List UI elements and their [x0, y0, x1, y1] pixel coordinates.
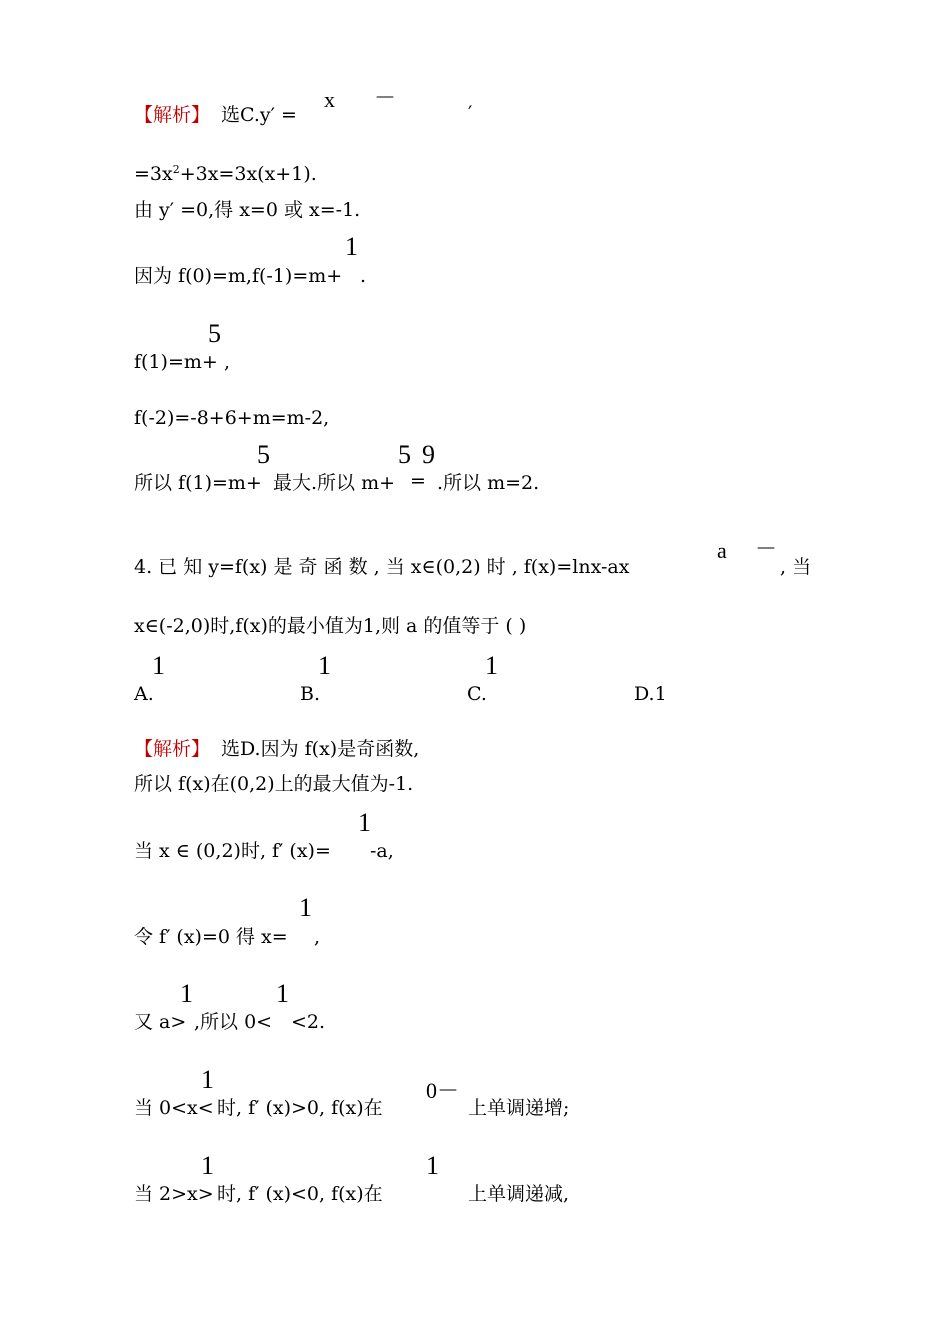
sol4-line7a: 当 2>x> — [134, 1183, 214, 1205]
sol4-line5a: 又 a> — [134, 1011, 187, 1033]
q4-fraction-minus: － — [755, 536, 778, 561]
sol3-fraction-minus: － — [374, 85, 397, 110]
sol4-line4-numerator: 1 — [299, 893, 312, 922]
option-c: C. — [467, 683, 487, 705]
sol3-line4-numerator: 1 — [345, 232, 358, 261]
sol3-line7c: .所以 m=2. — [437, 472, 540, 494]
sol4-line3-end: -a, — [370, 840, 394, 862]
sol3-line3: 由 y′ =0,得 x=0 或 x=-1. — [134, 199, 361, 221]
sol3-line4: 因为 f(0)=m,f(-1)=m+ — [134, 265, 343, 287]
sol3-line4-end: . — [360, 265, 367, 287]
sol4-line6b: 时, f′ (x)>0, f(x)在 — [217, 1097, 383, 1119]
option-b-numerator: 1 — [318, 651, 331, 680]
sol4-line4-end: , — [314, 926, 321, 948]
sol3-fraction-x: x — [324, 87, 335, 112]
sol3-line7b: 最大.所以 m+ — [273, 472, 396, 494]
sol4-line2: 所以 f(x)在(0,2)上的最大值为-1. — [134, 773, 414, 795]
sol3-line5-numerator: 5 — [208, 319, 221, 348]
sol4-line3: 当 x ∈ (0,2)时, f′ (x)= — [134, 840, 331, 862]
option-d: D.1 — [634, 683, 667, 705]
analysis-tag: 【解析】 — [134, 104, 211, 126]
q4-fraction-a: a — [717, 538, 727, 563]
sol3-line1: 选C.y′ = — [221, 104, 297, 126]
sol4-line5b: ,所以 0< — [194, 1011, 273, 1033]
option-c-numerator: 1 — [485, 651, 498, 680]
sol4-line7b: 时, f′ (x)<0, f(x)在 — [217, 1183, 383, 1205]
sol3-line5: f(1)=m+ — [134, 351, 218, 373]
analysis-tag-2: 【解析】 — [134, 738, 211, 760]
sol3-line5-end: , — [224, 351, 231, 373]
option-a: A. — [134, 683, 154, 705]
sol4-line5-numerator2: 1 — [276, 979, 289, 1008]
sol3-line7-numerator2: 5 — [398, 440, 411, 469]
q4-line1: 4. 已 知 y=f(x) 是 奇 函 数 , 当 x∈(0,2) 时 , f(x)=lnx-ax — [134, 556, 630, 578]
sol4-line4: 令 f′ (x)=0 得 x= — [134, 926, 288, 948]
option-a-numerator: 1 — [152, 651, 165, 680]
sol4-line7c: 上单调递减, — [468, 1183, 570, 1205]
sol4-line5-numerator1: 1 — [180, 979, 193, 1008]
sol3-line7-numerator1: 5 — [257, 440, 270, 469]
sol4-line6c: 上单调递增; — [468, 1097, 570, 1119]
sol4-line7-numerator: 1 — [201, 1151, 214, 1180]
sol3-prime: ′ — [468, 102, 473, 124]
sol4-line6-interval: 0－ — [426, 1078, 460, 1103]
sol4-line5c: <2. — [291, 1011, 326, 1033]
sol3-line2: $=3x^2+3x=3x(x+1)$. — [134, 163, 317, 185]
q4-line1-end: , 当 — [780, 556, 812, 578]
sol3-line6: f(-2)=-8+6+m=m-2, — [134, 407, 330, 429]
sol4-line6-numerator: 1 — [201, 1065, 214, 1094]
sol4-line6a: 当 0<x< — [134, 1097, 214, 1119]
sol4-line1: 选D.因为 f(x)是奇函数, — [221, 738, 420, 760]
option-b: B. — [300, 683, 321, 705]
sol3-line7a: 所以 f(1)=m+ — [134, 472, 262, 494]
sol3-line7-numerator3: 9 — [422, 440, 435, 469]
q4-line2: x∈(-2,0)时,f(x)的最小值为1,则 a 的值等于 ( ) — [134, 615, 527, 637]
sol4-line7-interval: 1 — [426, 1151, 439, 1180]
sol4-line3-numerator: 1 — [358, 808, 371, 837]
sol3-line7-eq: = — [410, 470, 426, 492]
